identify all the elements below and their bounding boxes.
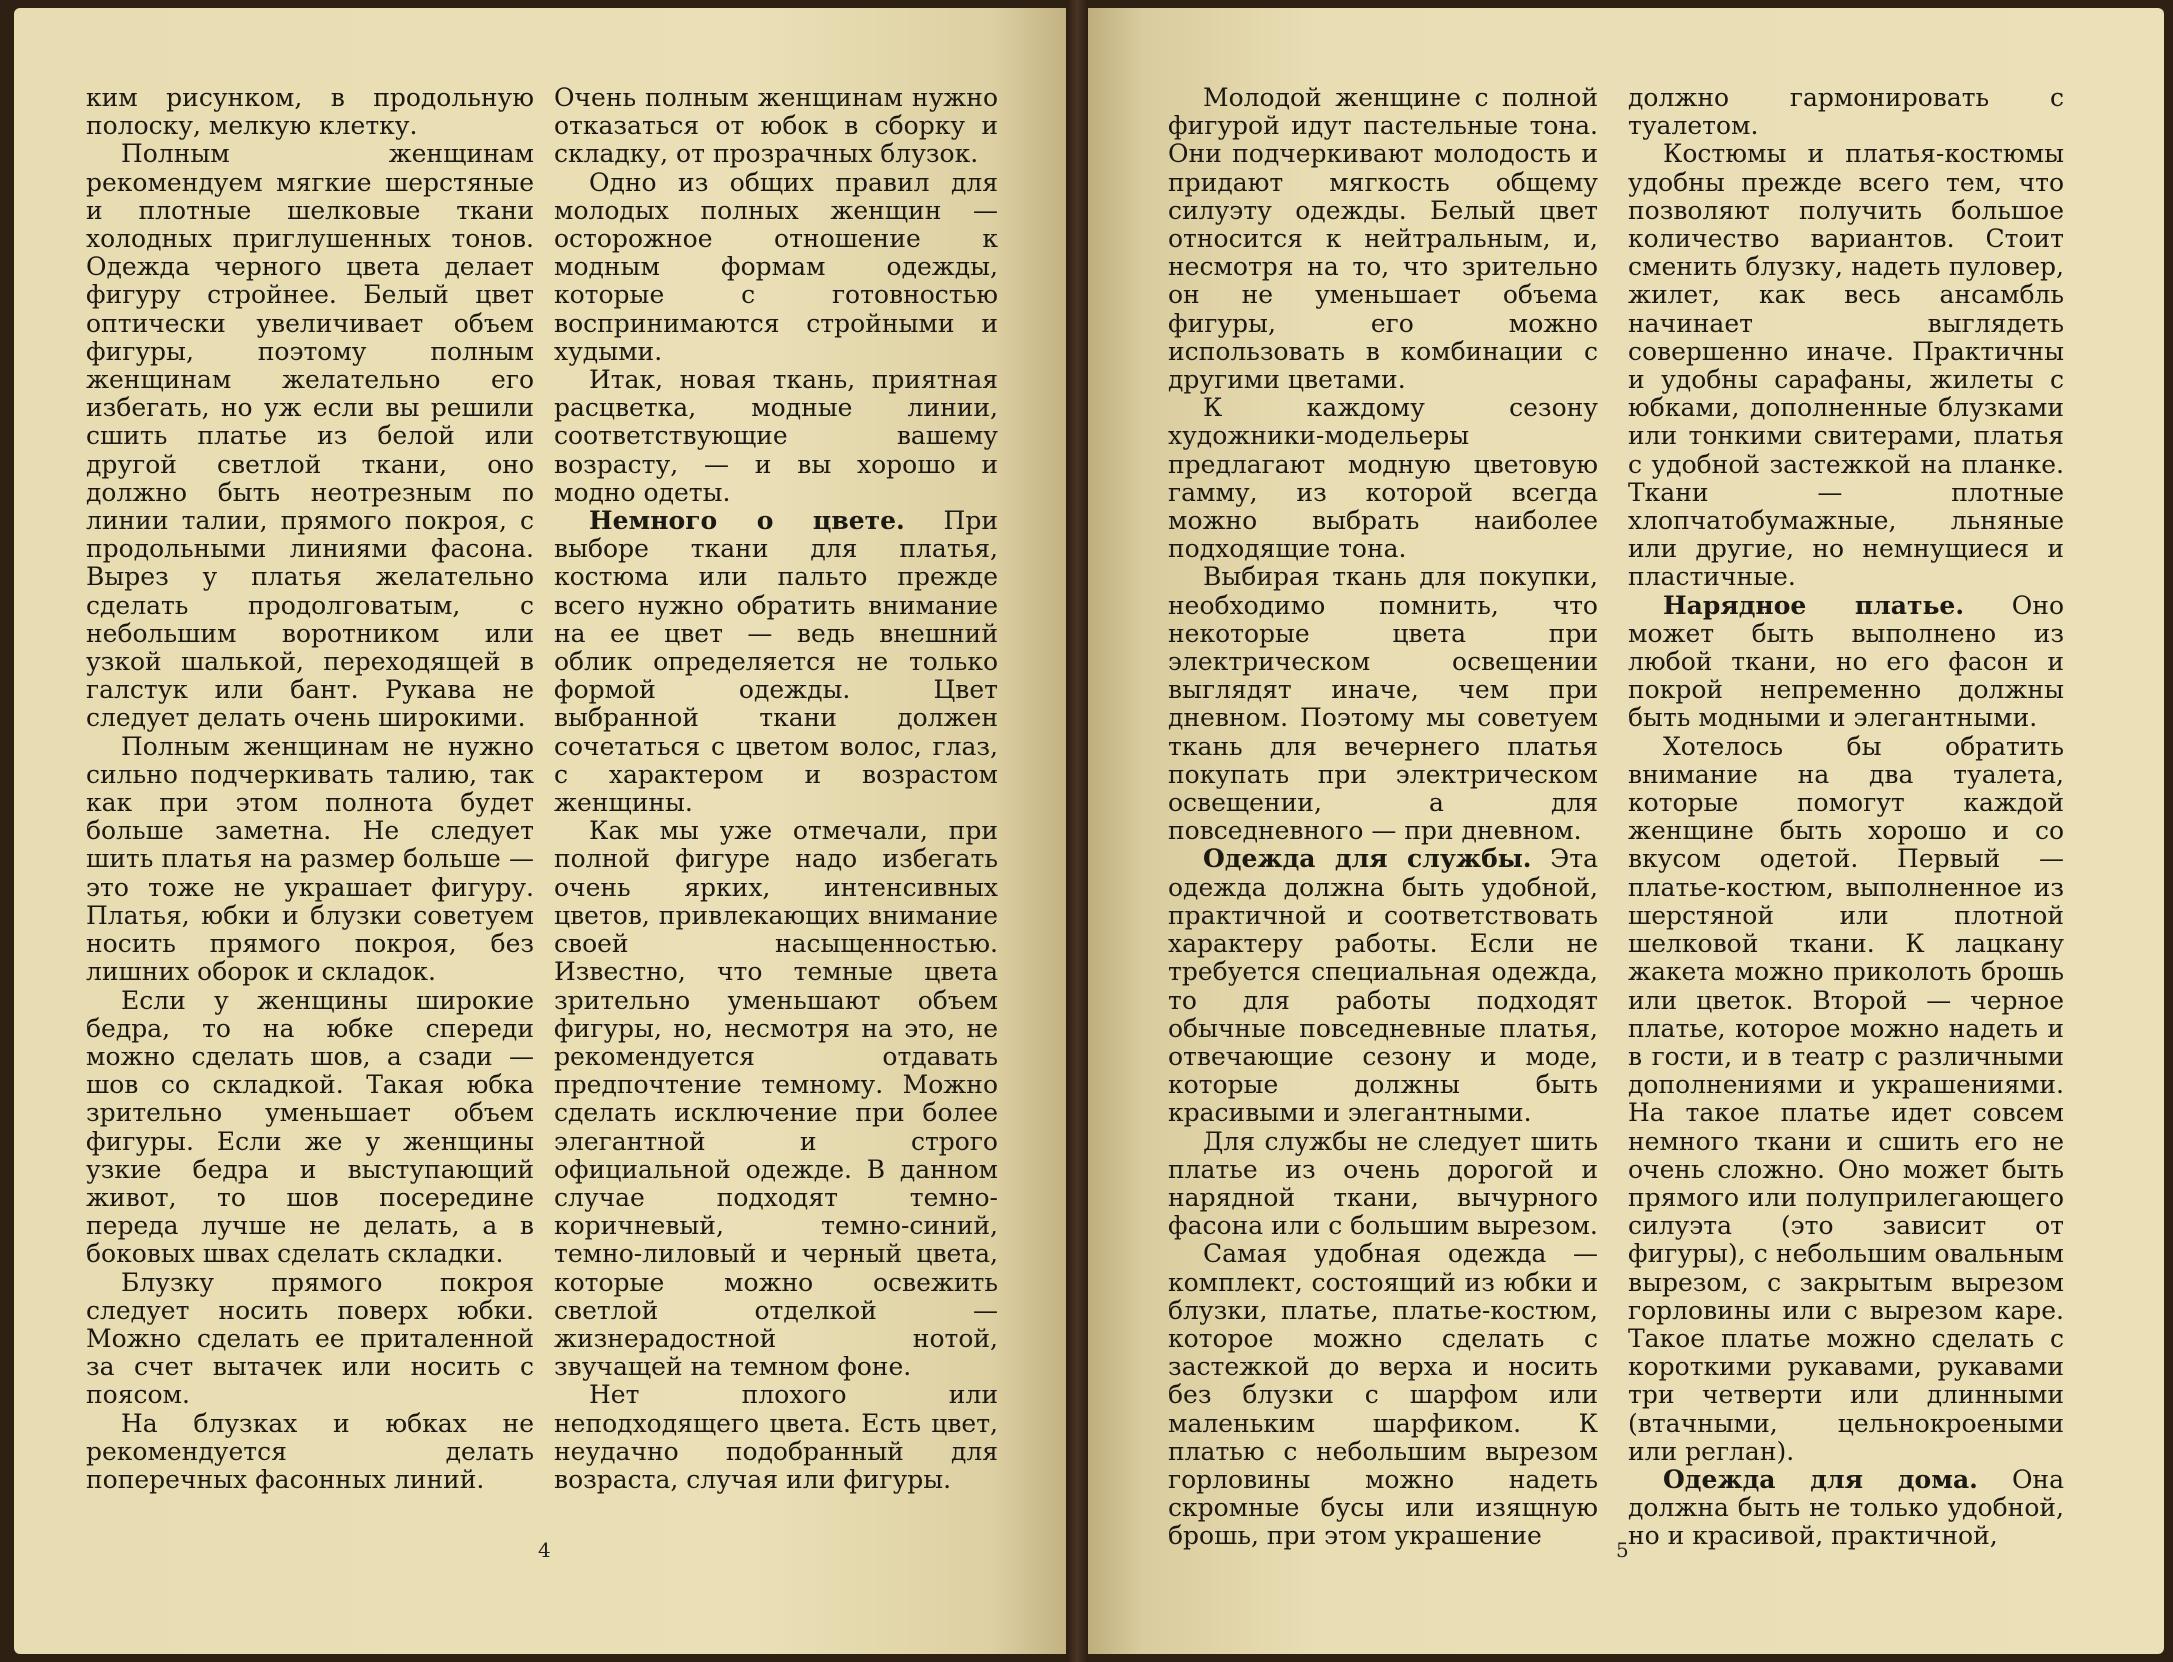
paragraph-text: Очень полным женщинам нужно отказаться от юбок в сборку и складку, от прозрачных блузок. <box>554 83 998 169</box>
paragraph <box>554 366 998 507</box>
paragraph-text: Итак, новая ткань, приятная расцветка, модные линии, соответствующие вашему возрасту, — и вы хорошо и модно одеты. <box>554 365 998 507</box>
paragraph <box>86 84 534 140</box>
paragraph <box>86 733 534 987</box>
paragraph <box>1168 563 1598 845</box>
paragraph <box>86 987 534 1269</box>
paragraph <box>1628 592 2064 733</box>
paragraph-text: На блузках и юбках не рекомендуется делать поперечных фасонных линий. <box>86 1408 534 1494</box>
paragraph <box>554 817 998 1381</box>
paragraph-text: Костюмы и платья-костюмы удобны прежде всего тем, что позволяют получить большое количество вариантов. Стоит сменить блузку, надеть пуловер, жилет, как весь ансамбль начинает выглядеть совершенно иначе. Практичны и удобны сарафаны, жилеты с юбками, дополненные блузками или тонкими свитерами, платья с удобной застежкой на планке. Ткани — плотные хлопчатобумажные, льняные или другие, но немнущиеся и пластичные. <box>1628 139 2064 592</box>
paragraph <box>554 169 998 366</box>
paragraph-text: При выборе ткани для платья, костюма или пальто прежде всего нужно обратить внимание на ее цвет — ведь внешний облик определяется не только формой одежды. Цвет выбранной ткани должен сочетаться с цветом волос, глаз, с характером и возрастом женщины. <box>554 506 998 818</box>
book-gutter <box>1066 0 1088 1662</box>
right-page-column-2 <box>1628 84 2064 1551</box>
paragraph <box>1168 845 1598 1127</box>
paragraph-text: должно гармонировать с туалетом. <box>1628 83 2064 141</box>
paragraph <box>1628 84 2064 140</box>
left-page-column-2 <box>554 84 998 1494</box>
paragraph-text: ким рисунком, в продольную полоску, мелкую клетку. <box>86 83 534 141</box>
paragraph <box>86 1410 534 1495</box>
left-page-number: 4 <box>538 1538 551 1562</box>
paragraph <box>1628 140 2064 591</box>
paragraph <box>1628 733 2064 1466</box>
paragraph <box>554 507 998 817</box>
paragraph-text: Полным женщинам не нужно сильно подчеркивать талию, так как при этом полнота будет больше заметна. Не следует шить платья на размер больше — это тоже не украшает фигуру. Платья, юбки и блузки советуем носить прямого покроя, без лишних оборок и складок. <box>86 731 534 987</box>
paragraph <box>86 1269 534 1410</box>
right-page-column-1 <box>1168 84 1598 1551</box>
paragraph-text: Блузку прямого покроя следует носить поверх юбки. Можно сделать ее приталенной за счет вытачек или носить с поясом. <box>86 1267 534 1410</box>
paragraph-text: Для службы не следует шить платье из очень дорогой и нарядной ткани, вычурного фасона или с большим вырезом. <box>1168 1126 1598 1241</box>
section-heading: Нарядное платье. <box>1663 590 1965 620</box>
right-page-number: 5 <box>1616 1538 1629 1562</box>
paragraph <box>1168 1128 1598 1241</box>
paragraph-text: Выбирая ткань для покупки, необходимо помнить, что некоторые цвета при электрическом освещении выглядят иначе, чем при дневном. Поэтому мы советуем ткань для вечернего платья покупать при электрическом освещении, а для повседневного — при дневном. <box>1168 562 1598 846</box>
paragraph <box>86 140 534 732</box>
paragraph-text: Самая удобная одежда — комплект, состоящий из юбки и блузки, платье, платье-костюм, которое можно сделать с застежкой до верха и носить без блузки с шарфом или маленьким шарфиком. К платью с небольшим вырезом горловины можно надеть скромные бусы или изящную брошь, при этом украшение <box>1168 1239 1598 1551</box>
paragraph-text: Она должна быть не только удобной, но и красивой, практичной, <box>1628 1464 2065 1551</box>
left-page <box>14 8 1076 1654</box>
left-page-column-1 <box>86 84 534 1494</box>
paragraph-text: Оно может быть выполнено из любой ткани, но его фасон и покрой непременно должны быть модными и элегантными. <box>1628 590 2064 733</box>
paragraph <box>554 84 998 169</box>
paragraph-text: Нет плохого или неподходящего цвета. Есть цвет, неудачно подобранный для возраста, случая или фигуры. <box>554 1380 998 1494</box>
paragraph-text: Хотелось бы обратить внимание на два туалета, которые помогут каждой женщине быть хорошо и со вкусом одетой. Первый — платье-костюм, выполненное из шерстяной или плотной шелковой ткани. К лацкану жакета можно приколоть брошь или цветок. Второй — черное платье, которое можно надеть и в гости, и в театр с различными дополнениями и украшениями. На такое платье идет совсем немного ткани и сшить его не очень сложно. Оно может быть прямого или полуприлегающего силуэта (это зависит от фигуры), с небольшим овальным вырезом, с закрытым вырезом горловины или с вырезом каре. Такое платье можно сделать с короткими рукавами, рукавами три четверти или длинными (втачными, цельнокроеными или реглан). <box>1628 731 2064 1466</box>
paragraph <box>1168 1240 1598 1550</box>
paragraph-text: Эта одежда должна быть удобной, практичной и соответствовать характеру работы. Если не требуется специальная одежда, то для работы подходят обычные повседневные платья, отвечающие сезону и моде, которые должны быть красивыми и элегантными. <box>1168 844 1599 1128</box>
section-heading: Одежда для службы. <box>1203 844 1532 874</box>
right-page <box>1078 8 2164 1654</box>
paragraph-text: Полным женщинам рекомендуем мягкие шерстяные и плотные шелковые ткани холодных приглушенных тонов. Одежда черного цвета делает фигуру стройнее. Белый цвет оптически увеличивает объем фигуры, поэтому полным женщинам желательно его избегать, но уж если вы решили сшить платье из белой или другой светлой ткани, оно должно быть неотрезным по линии талии, прямого покроя, с продольными линиями фасона. Вырез у платья желательно сделать продолговатым, с небольшим воротником или узкой шалькой, переходящей в галстук или бант. Рукава не следует делать очень широкими. <box>86 139 534 733</box>
paragraph-text: К каждому сезону художники-модельеры предлагают модную цветовую гамму, из которой всегда можно выбрать наиболее подходящие тона. <box>1168 393 1598 564</box>
paragraph <box>1168 84 1598 394</box>
paragraph-text: Одно из общих правил для молодых полных женщин — осторожное отношение к модным формам одежды, которые с готовностью воспринимаются стройными и худыми. <box>554 167 998 366</box>
paragraph-text: Молодой женщине с полной фигурой идут пастельные тона. Они подчеркивают молодость и придают мягкость общему силуэту одежды. Белый цвет относится к нейтральным, и, несмотря на то, что зрительно он не уменьшает объема фигуры, его можно использовать в комбинации с другими цветами. <box>1168 83 1598 395</box>
paragraph <box>554 1381 998 1494</box>
paragraph-text: Как мы уже отмечали, при полной фигуре надо избегать очень ярких, интенсивных цветов, привлекающих внимание своей насыщенностью. Известно, что темные цвета зрительно уменьшают объем фигуры, но, несмотря на это, не рекомендуется отдавать предпочтение темному. Можно сделать исключение при более элегантной и строго официальной одежде. В данном случае подходят темно-коричневый, темно-синий, темно-лиловый и черный цвета, которые можно освежить светлой отделкой — жизнерадостной нотой, звучащей на темном фоне. <box>554 816 998 1382</box>
section-heading: Одежда для дома. <box>1663 1464 1978 1494</box>
paragraph <box>1628 1466 2064 1551</box>
paragraph <box>1168 394 1598 563</box>
paragraph-text: Если у женщины широкие бедра, то на юбке спереди можно сделать шов, а сзади — шов со складкой. Такая юбка зрительно уменьшает объем фигуры. Если же у женщины узкие бедра и выступающий живот, то шов посередине переда лучше не делать, а в боковых швах сделать складки. <box>86 985 534 1269</box>
section-heading: Немного о цвете. <box>589 506 905 536</box>
